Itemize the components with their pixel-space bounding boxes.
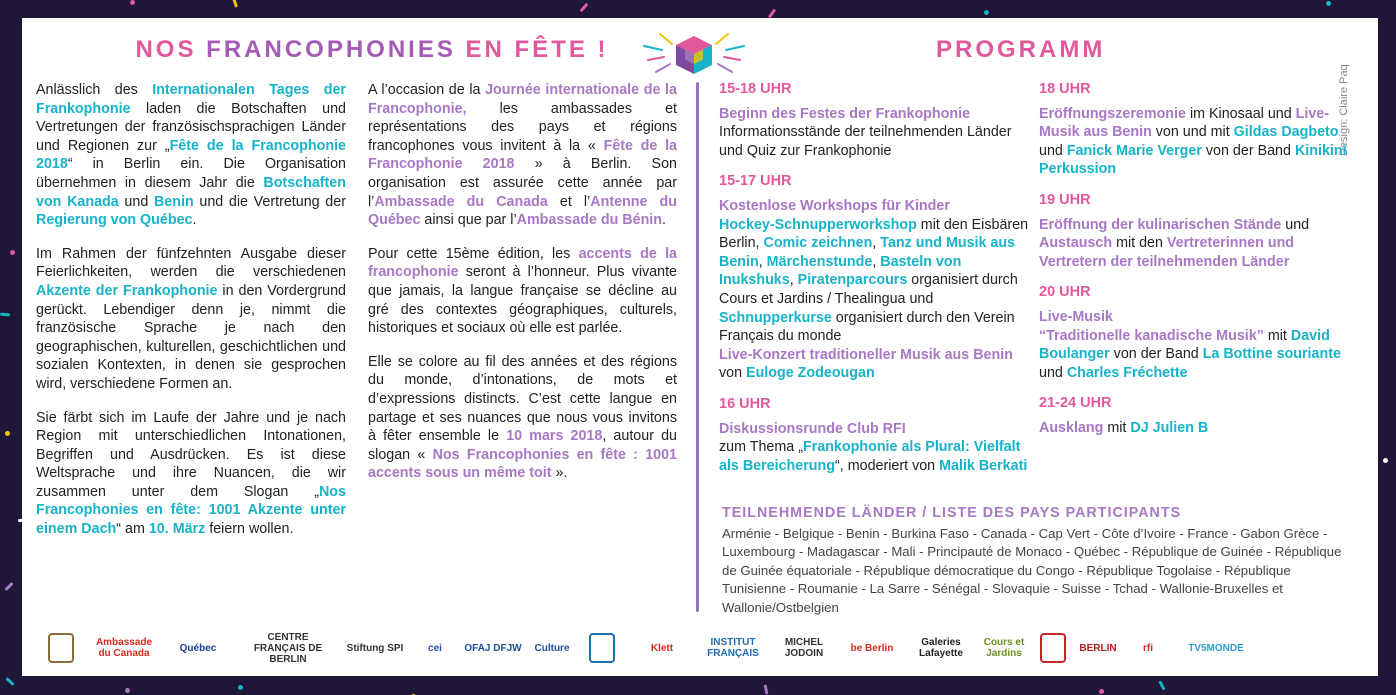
program-block — [719, 80, 1029, 160]
design-credit: Design: Claire Paq — [1338, 64, 1350, 156]
program-time: 21-24 UHR — [1039, 395, 1112, 412]
text-run: Charles Fréchette — [1066, 364, 1188, 381]
text-run: mit — [1103, 419, 1131, 436]
program-description — [719, 197, 1029, 383]
text-run: Frankophonie als Plural: Vielfalt als Bereicherung — [719, 439, 1021, 474]
klett-logo: Klett — [650, 642, 674, 654]
text-run: Austausch — [1039, 235, 1113, 252]
text-run: seront à l’honneur. Plus vivante que jamais, la langue française se décline au gré des contextes géographiques, culturels, historiques et sociaux où elle est parlée. — [368, 264, 677, 337]
confetti-piece — [1158, 681, 1165, 691]
text-run: laden die Botschaften und Vertretungen der französischsprachigen Länder und Regionen zur „ — [36, 100, 346, 154]
program-time: 15-17 UHR — [719, 173, 792, 190]
program-block — [1039, 191, 1359, 271]
text-run: ainsi que par l’ — [420, 212, 517, 229]
confetti-piece — [130, 0, 135, 5]
text-run: Live-Konzert traditioneller Musik aus Benin — [719, 346, 1013, 363]
text-run: “, moderiert von — [835, 457, 940, 474]
text-run: mit den — [1112, 235, 1167, 252]
program-block — [719, 395, 1029, 475]
text-run: Piratenparcours — [797, 272, 908, 289]
text-run: Benin — [153, 193, 194, 210]
text-run: Fanick Marie Verger — [1066, 142, 1202, 159]
confetti-piece — [1326, 1, 1331, 6]
text-run: David Boulanger — [1039, 327, 1330, 363]
french-paragraph-2 — [368, 245, 677, 338]
text-run: Nos Francophonies en fête: 1001 Akzente unter einem Dach — [36, 483, 346, 538]
text-run: Pour cette 15ème édition, les — [368, 245, 579, 262]
text-run: Kinikini Perkussion — [1039, 142, 1347, 178]
text-run: Fête de la Francophonie 2018 — [368, 137, 677, 173]
text-run: Comic zeichnen — [763, 235, 873, 252]
text-run: Botschaften von Kanada — [36, 174, 346, 210]
francais-du-monde-logo — [1038, 629, 1068, 667]
text-run: Journée internationale de la Francophonie, — [368, 82, 677, 117]
french-intro-column — [368, 81, 677, 498]
uni-logo — [580, 629, 624, 667]
tv5monde-logo: TV5MONDE — [1188, 642, 1244, 654]
text-run: Sie färbt sich im Laufe der Jahre und je nach Region mit unterschiedlichen Intonationen, Begriffen und Ausdrücken. Es ist diese Weltsprache und ihre Nuancen, die wir zusammen unter dem Slogan „ — [36, 409, 346, 500]
text-run: von und mit — [1151, 124, 1234, 141]
benin-seal-logo — [36, 629, 86, 667]
german-paragraph-3 — [36, 409, 346, 539]
galeries-lafayette-logo: Galeries Lafayette — [919, 637, 963, 659]
text-run: “ in Berlin ein. Die Organisation übernehmen in diesem Jahr die — [36, 156, 346, 191]
michel-jodoin-logo: MICHEL JODOIN — [784, 637, 824, 659]
confetti-piece — [5, 431, 10, 436]
be-berlin-logo: be Berlin — [850, 642, 894, 654]
text-run: und — [1281, 216, 1310, 233]
text-run: . — [662, 212, 666, 229]
text-run: Hockey-Schnupperworkshop — [719, 216, 917, 233]
confetti-piece — [6, 677, 15, 686]
text-run: Euloge Zodeougan — [746, 365, 875, 382]
text-run: Live-Musik — [1039, 308, 1113, 325]
text-run: und — [1039, 364, 1067, 381]
countries-title: TEILNEHMENDE LÄNDER / LISTE DES PAYS PARTICIPANTS — [722, 505, 1182, 521]
column-divider — [696, 82, 699, 612]
program-time: 18 UHR — [1039, 81, 1091, 97]
text-run: in den Vordergrund gerückt. Lebendiger denn je, nimmt die französische Sprache je nach den geographischen, kulturellen, geschichtlichen und sozialen Kontexten, in denen sie gesprochen wird, verschiedene Formen an. — [36, 282, 346, 392]
program-block — [719, 172, 1029, 383]
confetti-piece — [5, 582, 14, 591]
text-run: Fête de la Francophonie 2018 — [36, 137, 346, 173]
countries-list: Arménie - Belgique - Benin - Burkina Faso - Canada - Cap Vert - Côte d’Ivoire - France - Gabon Grèce - Luxembourg - Madagascar - Mali - Principauté de Monaco - Québec - République de Guinée - République de Guinée équatoriale - République démocratique du Congo - République Togolaise - République Tunisienne - Roumanie - La Sarre - Sénégal - Slovaquie - Suisse - Tchad - Wallonie-Bruxelles et Wallonie/Ostbelgien — [722, 525, 1342, 615]
program-description — [1039, 308, 1359, 382]
text-run: Kostenlose Workshops für Kinder — [719, 197, 950, 214]
confetti-piece — [1383, 458, 1388, 463]
text-run: Regierung von Québec — [36, 212, 193, 229]
program-block — [1039, 394, 1359, 437]
text-run: . — [192, 212, 197, 229]
canada-embassy-logo: Ambassade du Canada — [95, 637, 153, 659]
text-run: von der Band — [1201, 142, 1295, 159]
text-run: und — [118, 193, 154, 210]
ofaj-logo: OFAJ DFJW — [464, 642, 522, 654]
text-run: , — [872, 253, 881, 270]
text-run: Eröffnung der kulinarischen Stände — [1039, 216, 1282, 233]
confetti-piece — [768, 8, 776, 18]
text-run: Diskussionsrunde Club RFI — [719, 420, 906, 437]
german-paragraph-2 — [36, 245, 346, 394]
text-run: organisiert durch Cours et Jardins / Thealingua und — [719, 272, 1018, 307]
quebec-logo: Québec — [179, 642, 217, 654]
institut-francais-logo: INSTITUT FRANÇAIS — [707, 637, 759, 659]
text-run: , — [789, 272, 798, 289]
program-right-column — [1039, 80, 1359, 450]
stiftung-spi-logo: Stiftung SPI — [346, 642, 404, 654]
text-run: Antenne du Québec — [368, 193, 677, 229]
program-time: 15-18 UHR — [719, 81, 792, 97]
program-description — [719, 420, 1029, 476]
text-run: “Traditionelle kanadische Musik” — [1039, 327, 1264, 344]
text-run: Tanz und Musik aus Benin — [719, 235, 1016, 270]
text-run: DJ Julien B — [1130, 419, 1209, 436]
text-run: mit den Eisbären Berlin, — [719, 216, 1029, 252]
centre-francais-logo: CENTRE FRANÇAIS DE BERLIN — [253, 631, 323, 665]
program-description — [1039, 105, 1359, 179]
text-run: Eröffnungszeremonie — [1039, 105, 1186, 122]
text-run: und die Vertretung der — [193, 193, 346, 210]
confetti-piece — [10, 250, 15, 255]
text-run: im Kinosaal und — [1185, 105, 1296, 122]
confetti-piece — [1099, 689, 1104, 694]
text-run: les ambassades et représentations des pays et régions francophones vous invitent à la « — [368, 100, 677, 154]
text-run: Ambassade du Bénin — [516, 212, 663, 229]
text-run: Beginn des Festes der Frankophonie — [719, 105, 971, 122]
text-run: organisiert durch den Verein Français du monde — [719, 309, 1015, 345]
text-run: , autour du slogan « — [368, 428, 677, 463]
french-paragraph-3 — [368, 353, 677, 483]
text-run: et l’ — [547, 193, 591, 210]
text-run: Akzente der Frankophonie — [36, 282, 218, 299]
text-run: Märchenstunde — [766, 253, 873, 270]
text-run: accents de la francophonie — [368, 245, 677, 281]
text-run: Elle se colore au fil des années et des régions du monde, d’intonations, de mots et d’expressions distincts. C’est cette langue en partage et ses nuances que nous vous invitons à fêter ensemble le — [368, 353, 677, 445]
confetti-piece — [125, 688, 130, 693]
program-left-column — [719, 80, 1029, 487]
text-run: 10 mars 2018 — [506, 428, 603, 445]
german-paragraph-1 — [36, 81, 346, 230]
text-run: und — [1039, 142, 1067, 159]
program-description — [1039, 419, 1359, 438]
text-run: Internationalen Tages der Frankophonie — [36, 82, 346, 117]
program-description — [1039, 216, 1359, 272]
text-run: Gildas Dagbeto — [1233, 124, 1339, 141]
french-paragraph-1 — [368, 81, 677, 230]
page-title-right: PROGRAMM — [936, 36, 1106, 63]
text-run: 10. März — [148, 521, 206, 538]
eisbaeren-logo: BERLIN — [1079, 642, 1117, 654]
text-run: Malik Berkati — [939, 457, 1028, 474]
confetti-piece — [579, 3, 588, 12]
text-run: » à Berlin. Son organisation est assurée cette année par l’ — [368, 156, 677, 210]
text-run: feiern wollen. — [205, 521, 294, 538]
program-time: 19 UHR — [1039, 191, 1091, 208]
text-run: Informationsstände der teilnehmenden Länder und Quiz zur Frankophonie — [719, 124, 1012, 159]
text-run: Basteln von Inukshuks — [719, 253, 962, 289]
text-run: Live-Musik aus Benin — [1039, 105, 1330, 141]
confetti-piece — [232, 0, 238, 7]
text-run: Im Rahmen der fünfzehnten Ausgabe dieser Feierlichkeiten, werden die verschiedenen — [36, 245, 346, 281]
text-run: zum Thema „ — [719, 439, 803, 456]
text-run: von der Band — [1109, 346, 1203, 363]
text-run: , — [872, 235, 881, 252]
text-run: “ am — [116, 521, 149, 538]
text-run: ». — [551, 465, 568, 482]
text-run: Ambassade du Canada — [374, 193, 548, 210]
german-intro-column — [36, 81, 346, 554]
confetti-piece — [984, 10, 989, 15]
program-description — [719, 105, 1029, 161]
text-run: von — [719, 365, 747, 382]
text-run: Anlässlich des — [36, 82, 153, 98]
sponsor-logos-row — [36, 624, 1366, 672]
text-run: Vertreterinnen und Vertretern der teilnehmenden Länder — [1039, 235, 1295, 270]
program-block — [1039, 80, 1359, 179]
program-time: 20 UHR — [1039, 284, 1091, 301]
page-title-left: NOS FRANCOPHONIES EN FÊTE ! — [135, 36, 609, 63]
cube-logo-icon — [634, 24, 754, 84]
flyer-card — [22, 18, 1378, 676]
text-run: Ausklang — [1039, 419, 1104, 436]
text-run: A l’occasion de la — [368, 82, 486, 98]
confetti-piece — [238, 685, 243, 690]
text-run: La Bottine souriante — [1202, 346, 1341, 363]
club-rfi-logo: rfi — [1143, 642, 1153, 654]
text-run: mit — [1263, 327, 1291, 344]
culture-logo: Culture — [534, 642, 570, 654]
cei-logo: cei — [428, 642, 442, 654]
confetti-piece — [763, 684, 768, 694]
cours-jardins-logo: Cours et Jardins — [983, 637, 1025, 659]
program-time: 16 UHR — [719, 395, 771, 412]
participating-countries — [722, 504, 1352, 618]
text-run: Nos Francophonies en fête : 1001 accents sous un même toit — [368, 446, 677, 482]
confetti-piece — [0, 313, 10, 317]
text-run: Schnupperkurse — [719, 309, 832, 326]
text-run: , — [758, 253, 767, 270]
program-block — [1039, 283, 1359, 382]
